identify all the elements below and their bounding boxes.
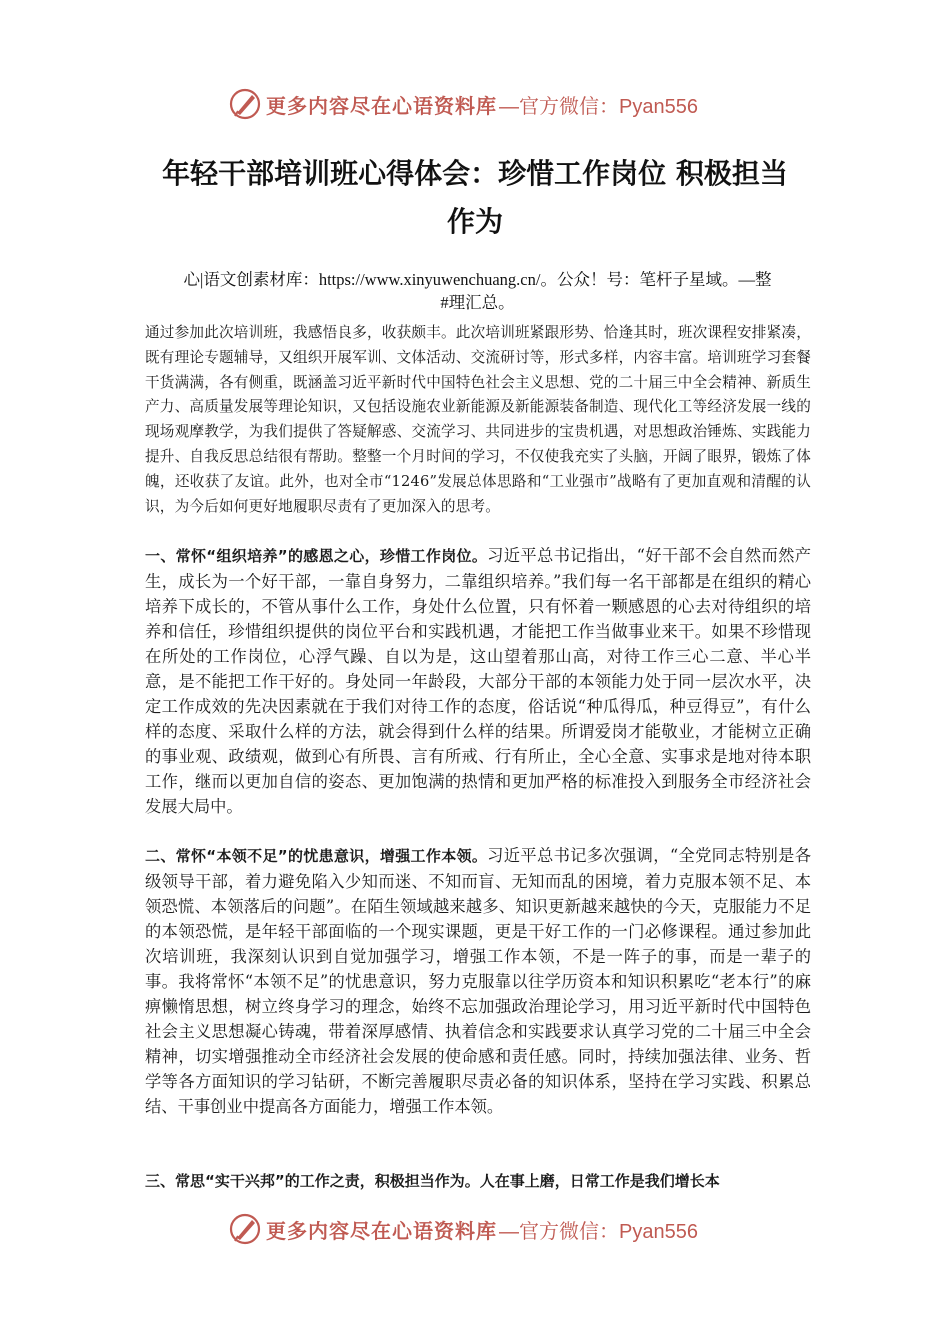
section-2-text: 习近平总书记多次强调，“全党同志特别是各级领导干部，着力避免陷入少知而迷、不知而盲、无知而乱的困境，着力克服本领不足、本领恐慌、本领落后的问题”。在陌生领域越来越多、知识更新越来越快的今天，克服能力不足的本领恐慌，是年轻干部面临的一个现实课题，更是干好工作的一门必修课程。通过参加此次培训班，我深刻认识到自觉加强学习，增强工作本领，不是一阵子的事，而是一辈子的事。我将常怀“本领不足”的忧患意识，努力克服靠以往学历资本和知识积累吃“老本行”的麻痹懒惰思想，树立终身学习的理念，始终不忘加强政治理论学习，用习近平新时代中国特色社会主义思想凝心铸魂，带着深厚感情、执着信念和实践要求认真学习党的二十届三中全会精神，切实增强推动全市经济社会发展的使命感和责任感。同时，持续加强法律、业务、哲学等各方面知识的学习钻研，不断完善履职尽责必备的知识体系，坚持在学习实践、积累总结、干事创业中提高各方面能力，增强工作本领。 — [145, 846, 811, 1116]
source-line-1: 心|语文创素材库：https://www.xinyuwenchuang.cn/。公众！号：笔杆子星域。—整 — [183, 270, 772, 289]
footer-banner-contact: —官方微信：Pyan556 — [499, 1220, 698, 1243]
footer-banner-brand: 更多内容尽在心语资料库 — [266, 1218, 497, 1243]
section-1-text: 习近平总书记指出，“好干部不会自然而然产生，成长为一个好干部，一靠自身努力，二靠组织培养。”我们每一名干部都是在组织的精心培养下成长的，不管从事什么工作，身处什么位置，只有怀着一颗感恩的心去对待组织的培养和信任，珍惜组织提供的岗位平台和实践机遇，才能把工作当做事业来干。如果不珍惜现在所处的工作岗位，心浮气躁、自以为是，这山望着那山高，对待工作三心二意、半心半意，是不能把工作干好的。身处同一年龄段，大部分干部的本领能力处于同一层次水平，决定工作成效的先决因素就在于我们对待工作的态度，俗话说“种瓜得瓜，种豆得豆”，有什么样的态度、采取什么样的方法，就会得到什么样的结果。所谓爱岗才能敬业，才能树立正确的事业观、政绩观，做到心有所畏、言有所戒、行有所止，全心全意、实事求是地对待本职工作，继而以更加自信的姿态、更加饱满的热情和更加严格的标准投入到服务全市经济社会发展大局中。 — [145, 546, 811, 816]
intro-paragraph: 通过参加此次培训班，我感悟良多，收获颇丰。此次培训班紧跟形势、恰逢其时，班次课程安排紧凑，既有理论专题辅导，又组织开展军训、文体活动、交流研讨等，形式多样，内容丰富。培训班学习套餐干货满满，各有侧重，既涵盖习近平新时代中国特色社会主义思想、党的二十届三中全会精神、新质生产力、高质量发展等理论知识，又包括设施农业新能源及新能源装备制造、现代化工等经济发展一线的现场观摩教学，为我们提供了答疑解惑、交流学习、共同进步的宝贵机遇，对思想政治锤炼、实践能力提升、自我反思总结很有帮助。整整一个月时间的学习，不仅使我充实了头脑，开阔了眼界，锻炼了体魄，还收获了友谊。此外，也对全市“1246”发展总体思路和“工业强市”战略有了更加直观和清醒的认识，为今后如何更好地履职尽责有了更加深入的思考。 — [145, 324, 811, 515]
section-1-heading: 一、常怀“组织培养”的感恩之心，珍惜工作岗位。 — [145, 547, 488, 565]
header-banner — [228, 86, 698, 122]
quill-pen-logo-icon — [228, 87, 262, 121]
banner-contact: —官方微信：Pyan556 — [499, 95, 698, 118]
banner-brand: 更多内容尽在心语资料库 — [266, 93, 497, 118]
quill-pen-logo-icon — [228, 1212, 262, 1246]
section-3-heading: 三、常思“实干兴邦”的工作之责，积极担当作为。人在事上磨，日常工作是我们增长本 — [145, 1172, 720, 1190]
footer-banner — [228, 1211, 698, 1247]
section-2-heading: 二、常怀“本领不足”的忧患意识，增强工作本领。 — [145, 847, 488, 865]
source-note — [145, 268, 810, 314]
section-3-paragraph — [145, 1168, 811, 1194]
source-line-2: #理汇总。 — [440, 293, 515, 312]
title-line-2: 作为 — [446, 205, 503, 238]
title-line-1: 年轻干部培训班心得体会：珍惜工作岗位 积极担当 — [162, 157, 788, 190]
section-1-paragraph — [145, 543, 811, 819]
section-2-paragraph — [145, 843, 811, 1119]
document-title — [120, 150, 830, 246]
